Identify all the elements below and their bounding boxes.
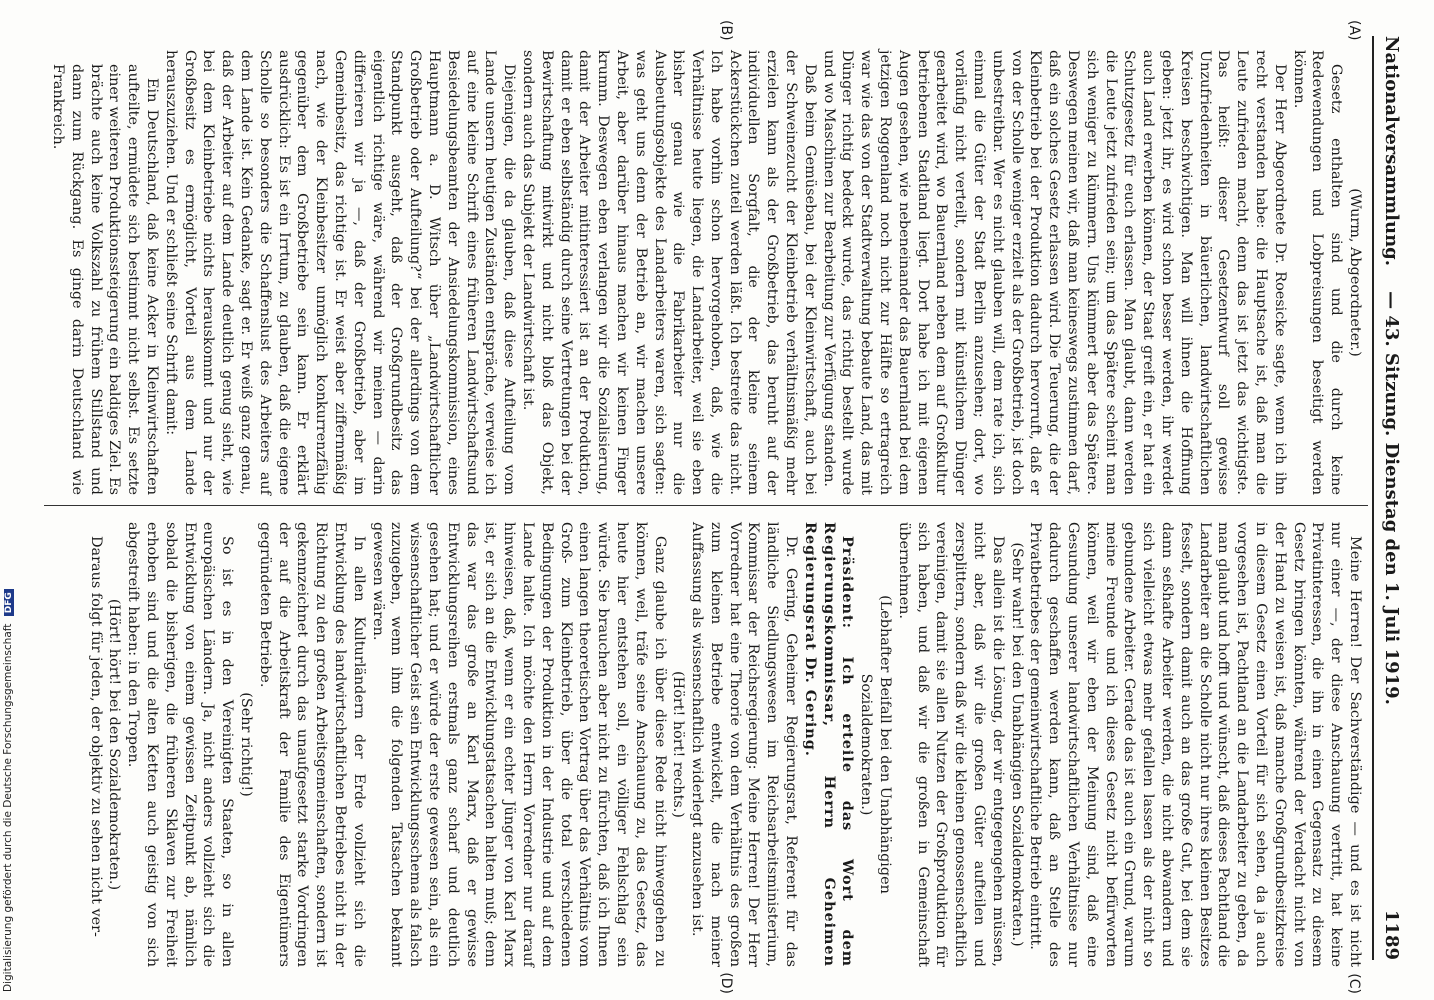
paragraph: Ein Deutschland, daß keine Acker in Kleinwirtschaften aufteilte, ermüdete sich bestimmt nicht selbst. Es setzte einer weiteren Produktionssteigerung ein baldiges Ziel. Es brächte auch keine Volkszahl zu frühem Stillstand und dann zum Rückgang. Es ginge darin Deutschland wie Frankreich. xyxy=(50,64,160,495)
header-left: Nationalversammlung. xyxy=(1381,36,1402,267)
interjection: (Hört! hört! bei den Sozialdemokraten.) xyxy=(106,598,123,891)
page-header xyxy=(1372,36,1404,960)
right-column xyxy=(34,522,1364,967)
interjection: (Sehr richtig!) xyxy=(237,692,254,797)
header-center: — 43. Sitzung. Dienstag den 1. Juli 1919. xyxy=(1381,291,1402,705)
paragraph: Ganz glaube ich über diese Rede nicht hinweggehen zu können, weil, träfe seine Anschauung zu, das Gesetz, das heute hier entstehen soll, ein völliger Fehlschlag sein würde. Sie brauchen aber nicht zu fürchten, daß ich Ihnen einen langen theoretischen Vortrag über das Verhältnis vom Groß- zum Kleinbetrieb, über die total verschiedenen Bedingungen der Produktion in der Industrie und auf dem Lande halte. Ich möchte den Herrn Vorredner nur darauf hinweisen, daß, wenn er ein echter Jünger von Karl Marx ist, er sich an die Entwicklungstatsachen halten muß; denn das war das große an Karl Marx, daß er gewisse Entwicklungsreihen erstmals ganz scharf und deutlich gesehen hat; und er würde der erste gewesen sein, als ein wissenschaftlicher Geist sein Entwicklungsschema als falsch zuzugeben, wenn ihm die folgenden Tatsachen bekannt gewesen wären. xyxy=(369,522,668,967)
column-divider xyxy=(44,505,1368,506)
paragraph: Meine Herren! Der Sachverständige — und es ist nicht nur einer —, der diese Anschauung vertritt, hat keine Privatinteressen, die ihn in einen Gegensatz zu diesem Gesetz bringen könnten, während der Verdacht nicht von der Hand zu weisen ist, daß manche Großgrundbesitzkreise in diesem Gesetz einen Vorteil für sich sehen, da ja auch vorgesehen ist, Pachtland an die Landarbeiter zu geben, da man glaubt und hofft und wünscht, daß dieses Pachtland die Landarbeiter an die Scholle nicht nur ihres kleinen Besitzes fesselt, sondern damit auch an das große Gut, bei dem sie dann seßhafte Arbeiter werden, die nicht abwandern und sich vielleicht etwas mehr gefallen lassen als der nicht so gebundene Arbeiter. Gerade das ist auch ein Grund, warum meine Freunde und ich dieses Gesetz nicht befürworten können, weil wir eben der Meinung sind, daß eine Gesundung unserer landwirtschaftlichen Verhältnisse nur dadurch geschaffen werden kann, daß an Stelle des Privatbetriebes der gemeinwirtschaftliche Betrieb eintritt. xyxy=(1027,522,1363,967)
paragraph: So ist es in den Vereinigten Staaten, so in allen europäischen Ländern. Ja, nicht anders vollzieht sich die Entwicklung von einem gewissen Zeitpunkt ab, nämlich sobald die bisherigen, die früheren Sklaven zur Freiheit erhoben sind und die alten Ketten auch geistig von sich abgestreift haben: in den Tropen. xyxy=(125,522,236,967)
dfg-logo: DFG xyxy=(4,589,14,616)
paragraph: Dr. Gering, Geheimer Regierungsrat, Referent für das ländliche Siedlungswesen im Reichsarbeitsministerium, Kommissar der Reichsregierung: Meine Herren! Der Herr Vorredner hat eine Theorie von dem Verhältnis des großen zum kleinen Betriebe entwickelt, die nach meiner Auffassung als wissenschaftlich widerlegt anzusehen ist. xyxy=(689,522,800,967)
paragraph: In allen Kulturländern der Erde vollzieht sich die Entwicklung des landwirtschaftlichen Betriebes nicht in der Richtung zu den großen Arbeitsgemeinschaften, sondern ist gekennzeichnet durch das unaufgesetzt starke Vordringen der auf die Arbeitskraft der Familie des Eigentümers gegründeten Betriebe. xyxy=(256,522,367,967)
speaker-paragraph: Präsident: Ich erteile das Wort dem Regierungskommissar, Herrn Geheimen Regierungsrat Dr. Gering. xyxy=(801,522,857,967)
dfg-credit-text: Digitalisierung gefördert durch die Deutsche Forschungsgemeinschaft xyxy=(2,623,14,992)
paragraph: Das allein ist die Lösung, der wir entgegengehen müssen, nicht aber, daß wir die großen Güter aufteilen und zersplittern, sondern daß wir die kleinen genossenschaftlich vereinigen, damit sie allen Nutzen der Großproduktion für sich haben, und daß wir die großen in Gemeinschaft übernehmen. xyxy=(895,522,1006,967)
paragraph: Daraus folgt für jeden, der objektiv zu sehen nicht ver- xyxy=(87,536,104,937)
page-number: 1189 xyxy=(1381,909,1402,960)
paragraph: Diejenigen, die da glauben, daß diese Aufteilung vom Lande unsern heutigen Zuständen entspräche, verweise ich auf eine kleine Schrift eines früheren Landwirtschaftsund Besiedelungsbeamten der Ansiedelungskommission, eines Hauptmann a. D. Witsch über „Landwirtschaftlicher Großbetrieb oder Aufteilung?“ bei der allerdings von dem Standpunkt ausgeht, daß der Großgrundbesitz das eigentlich richtige wäre, während wir meinen — darin differieren wir ja —, daß der Großbetrieb, aber im Gemeinbesitz, das richtige ist. Er weist aber ziffernmäßig nach, wie der Kleinbesitzer unmöglich konkurrenzfähig gegenüber dem Großbetriebe sein kann. Er erklärt ausdrücklich: Es ist ein Irrtum, zu glauben, daß die eigene Scholle so besonders die Schaffenslust des Arbeiters auf dem Lande ist. Kein Gedanke, sagt er. Er weiß ganz genau, daß der Arbeiter auf dem Lande deutlich genug sieht, wie bei dem Kleinbetriebe nichts herauskommt und nur der Großbesitz es ermöglicht, Vorteil aus dem Lande herauszuziehen. Und er schließt seine Schrift damit: xyxy=(162,50,518,495)
paragraph: Gesetz enthalten sind und die durch keine Redewendungen und Lobpreisungen beseitigt werden können. xyxy=(1290,50,1345,495)
interjection: (Lebhafter Beifall bei den Unabhängigen Sozialdemokraten.) xyxy=(858,595,894,894)
left-column xyxy=(50,50,1364,495)
margin-marker-b: (B) xyxy=(718,20,734,41)
paragraph: (Wurm, Abgeordneter.) xyxy=(1347,188,1363,357)
interjection: (Hört! hört! rechts.) xyxy=(670,671,687,818)
interjection: (Sehr wahr! bei den Unabhängigen Sozialdemokraten.) xyxy=(1008,542,1025,947)
paragraph: Daß beim Gemüsebau, bei der Kleinwirtschaft, auch bei der Schweinezucht der Kleinbetrieb verhältnismäßig mehr erzielen kann als der Großbetrieb, das beruht auf der individuellen Sorgfalt, die der kleine seinem Ackerstückchen zuteil werden läßt. Ich bestreite das nicht. Ich habe vorhin schon hervorgehoben, daß, wie die Verhältnisse heute liegen, die Landarbeiter, weil sie eben bisher genau wie die Fabrikarbeiter nur die Ausbeutungsobjekte des Landarbeiters waren, sich sagten: was geht uns denn der Betrieb an, wir machen unsere Arbeit, aber darüber hinaus machen wir keinen Finger krumm. Deswegen eben verlangen wir die Sozialisierung, damit der Arbeiter mitinteressiert ist an der Produktion, damit er eben selbständig durch seine Vertretungen bei der Bewirtschaftung mitwirkt und nicht bloß das Objekt, sondern auch das Subjekt der Landwirtschaft ist. xyxy=(519,50,818,495)
margin-marker-a: (A) xyxy=(1346,20,1362,41)
margin-marker-c: (C) xyxy=(1346,973,1362,994)
margin-marker-d: (D) xyxy=(718,972,734,994)
paragraph: Der Herr Abgeordnete Dr. Roesicke sagte, wenn ich ihn recht verstanden habe: die Hauptsache ist, daß man die Leute zufrieden macht, denn das ist jetzt das wichtigste. Das heißt: dieser Gesetzentwurf soll gewisse Unzufriedenheiten in bäuerlichen, landwirtschaftlichen Kreisen beschwichtigen. Man will ihnen die Hoffnung geben: jetzt ihr, es wird schon besser werden, ihr werdet auch Land erwerben können, der Staat greift ein, er hat ein Schutzgesetz für euch erlassen. Man glaubt, dann werden die Leute jetzt zufrieden sein; um das Spätere scheint man sich weniger zu kümmern. Uns kümmert aber das Spätere. Deswegen meinen wir, daß man keineswegs zustimmen darf, daß ein solches Gesetz erlassen wird. Die Teuerung, die der Kleinbetrieb bei der Produktion dadurch hervorruft, daß er von der Scholle weniger erzielt als der Großbetrieb, ist doch unbestreitbar. Wer es nicht glauben will, dem rate ich, sich einmal die Güter der Stadt Berlin anzusehen; dort, wo vorläufig nicht verteilt, sondern mit künstlichem Dünger gearbeitet wird, wo Bauernland neben dem auf Großkultur betriebenen Stadtland liegt. Dort habe ich mit eigenen Augen gesehen, wie nebeneinander das Bauernland bei dem jetzigen Roggenland noch nicht zur Hälfte so ertragreich war wie das von der Stadtverwaltung bebaute Land, das mit Dünger richtig bedeckt wurde, das richtig bestellt wurde und wo Maschinen zur Bearbeitung zur Verfügung standen. xyxy=(820,50,1288,495)
dfg-credit xyxy=(2,12,14,992)
